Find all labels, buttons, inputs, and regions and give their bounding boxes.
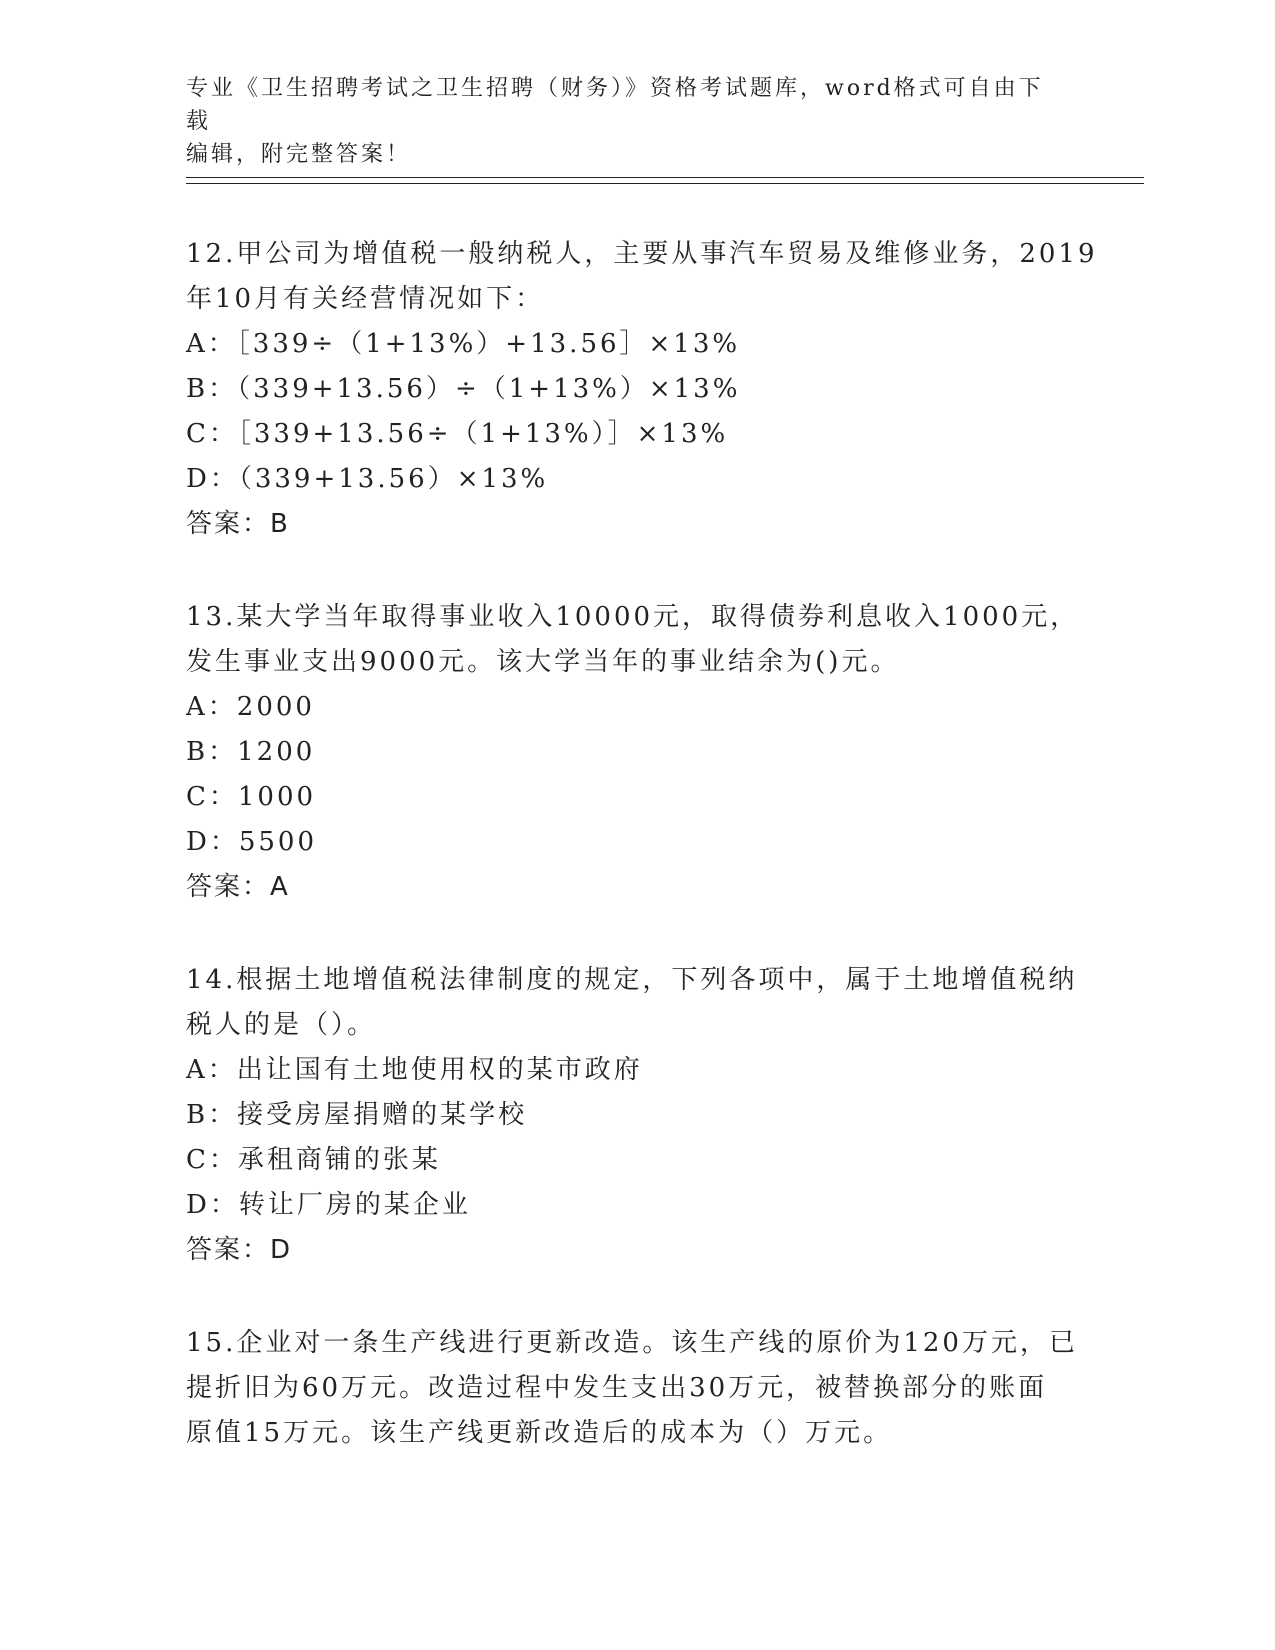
- question-12: [186, 232, 1098, 547]
- option-a: A：2000: [186, 692, 315, 722]
- question-stem-line: 13.某大学当年取得事业收入10000元，取得债券利息收入1000元，: [186, 602, 1080, 632]
- option-d: D：5500: [186, 827, 318, 857]
- option-b: B：（339+13.56）÷（1+13%）×13%: [186, 374, 741, 404]
- question-stem-line: 提折旧为60万元。改造过程中发生支出30万元，被替换部分的账面: [186, 1373, 1048, 1403]
- option-b: B：接受房屋捐赠的某学校: [186, 1100, 528, 1130]
- header-divider-bottom: [186, 183, 1144, 184]
- question-15: [186, 1321, 1086, 1456]
- question-stem-line: 12.甲公司为增值税一般纳税人，主要从事汽车贸易及维修业务，2019: [186, 239, 1098, 269]
- header-line-2: 编辑，附完整答案！: [186, 142, 412, 167]
- header-divider-top: [186, 177, 1144, 178]
- option-d: D：转让厂房的某企业: [186, 1190, 471, 1220]
- document-header: [186, 72, 1066, 171]
- option-c: C：1000: [186, 782, 317, 812]
- option-b: B：1200: [186, 737, 316, 767]
- answer: 答案：B: [186, 509, 290, 539]
- question-stem-line: 年10月有关经营情况如下：: [186, 284, 545, 314]
- question-stem-line: 税人的是（）。: [186, 1010, 377, 1040]
- question-14: [186, 958, 1086, 1273]
- option-d: D：（339+13.56）×13%: [186, 464, 549, 494]
- option-a: A：出让国有土地使用权的某市政府: [186, 1055, 643, 1085]
- question-stem-line: 发生事业支出9000元。该大学当年的事业结余为()元。: [186, 647, 900, 677]
- option-c: C：［339+13.56÷（1+13%）］×13%: [186, 419, 729, 449]
- question-stem-line: 原值15万元。该生产线更新改造后的成本为（）万元。: [186, 1418, 893, 1448]
- answer: 答案：A: [186, 872, 290, 902]
- question-stem-line: 15.企业对一条生产线进行更新改造。该生产线的原价为120万元，已: [186, 1328, 1078, 1358]
- question-13: [186, 595, 1086, 910]
- header-line-1: 专业《卫生招聘考试之卫生招聘（财务）》资格考试题库，word格式可自由下载: [186, 76, 1044, 134]
- option-a: A：［339÷（1+13%）+13.56］×13%: [186, 329, 741, 359]
- answer: 答案：D: [186, 1235, 293, 1265]
- question-stem-line: 14.根据土地增值税法律制度的规定，下列各项中，属于土地增值税纳: [186, 965, 1078, 995]
- option-c: C：承租商铺的张某: [186, 1145, 441, 1175]
